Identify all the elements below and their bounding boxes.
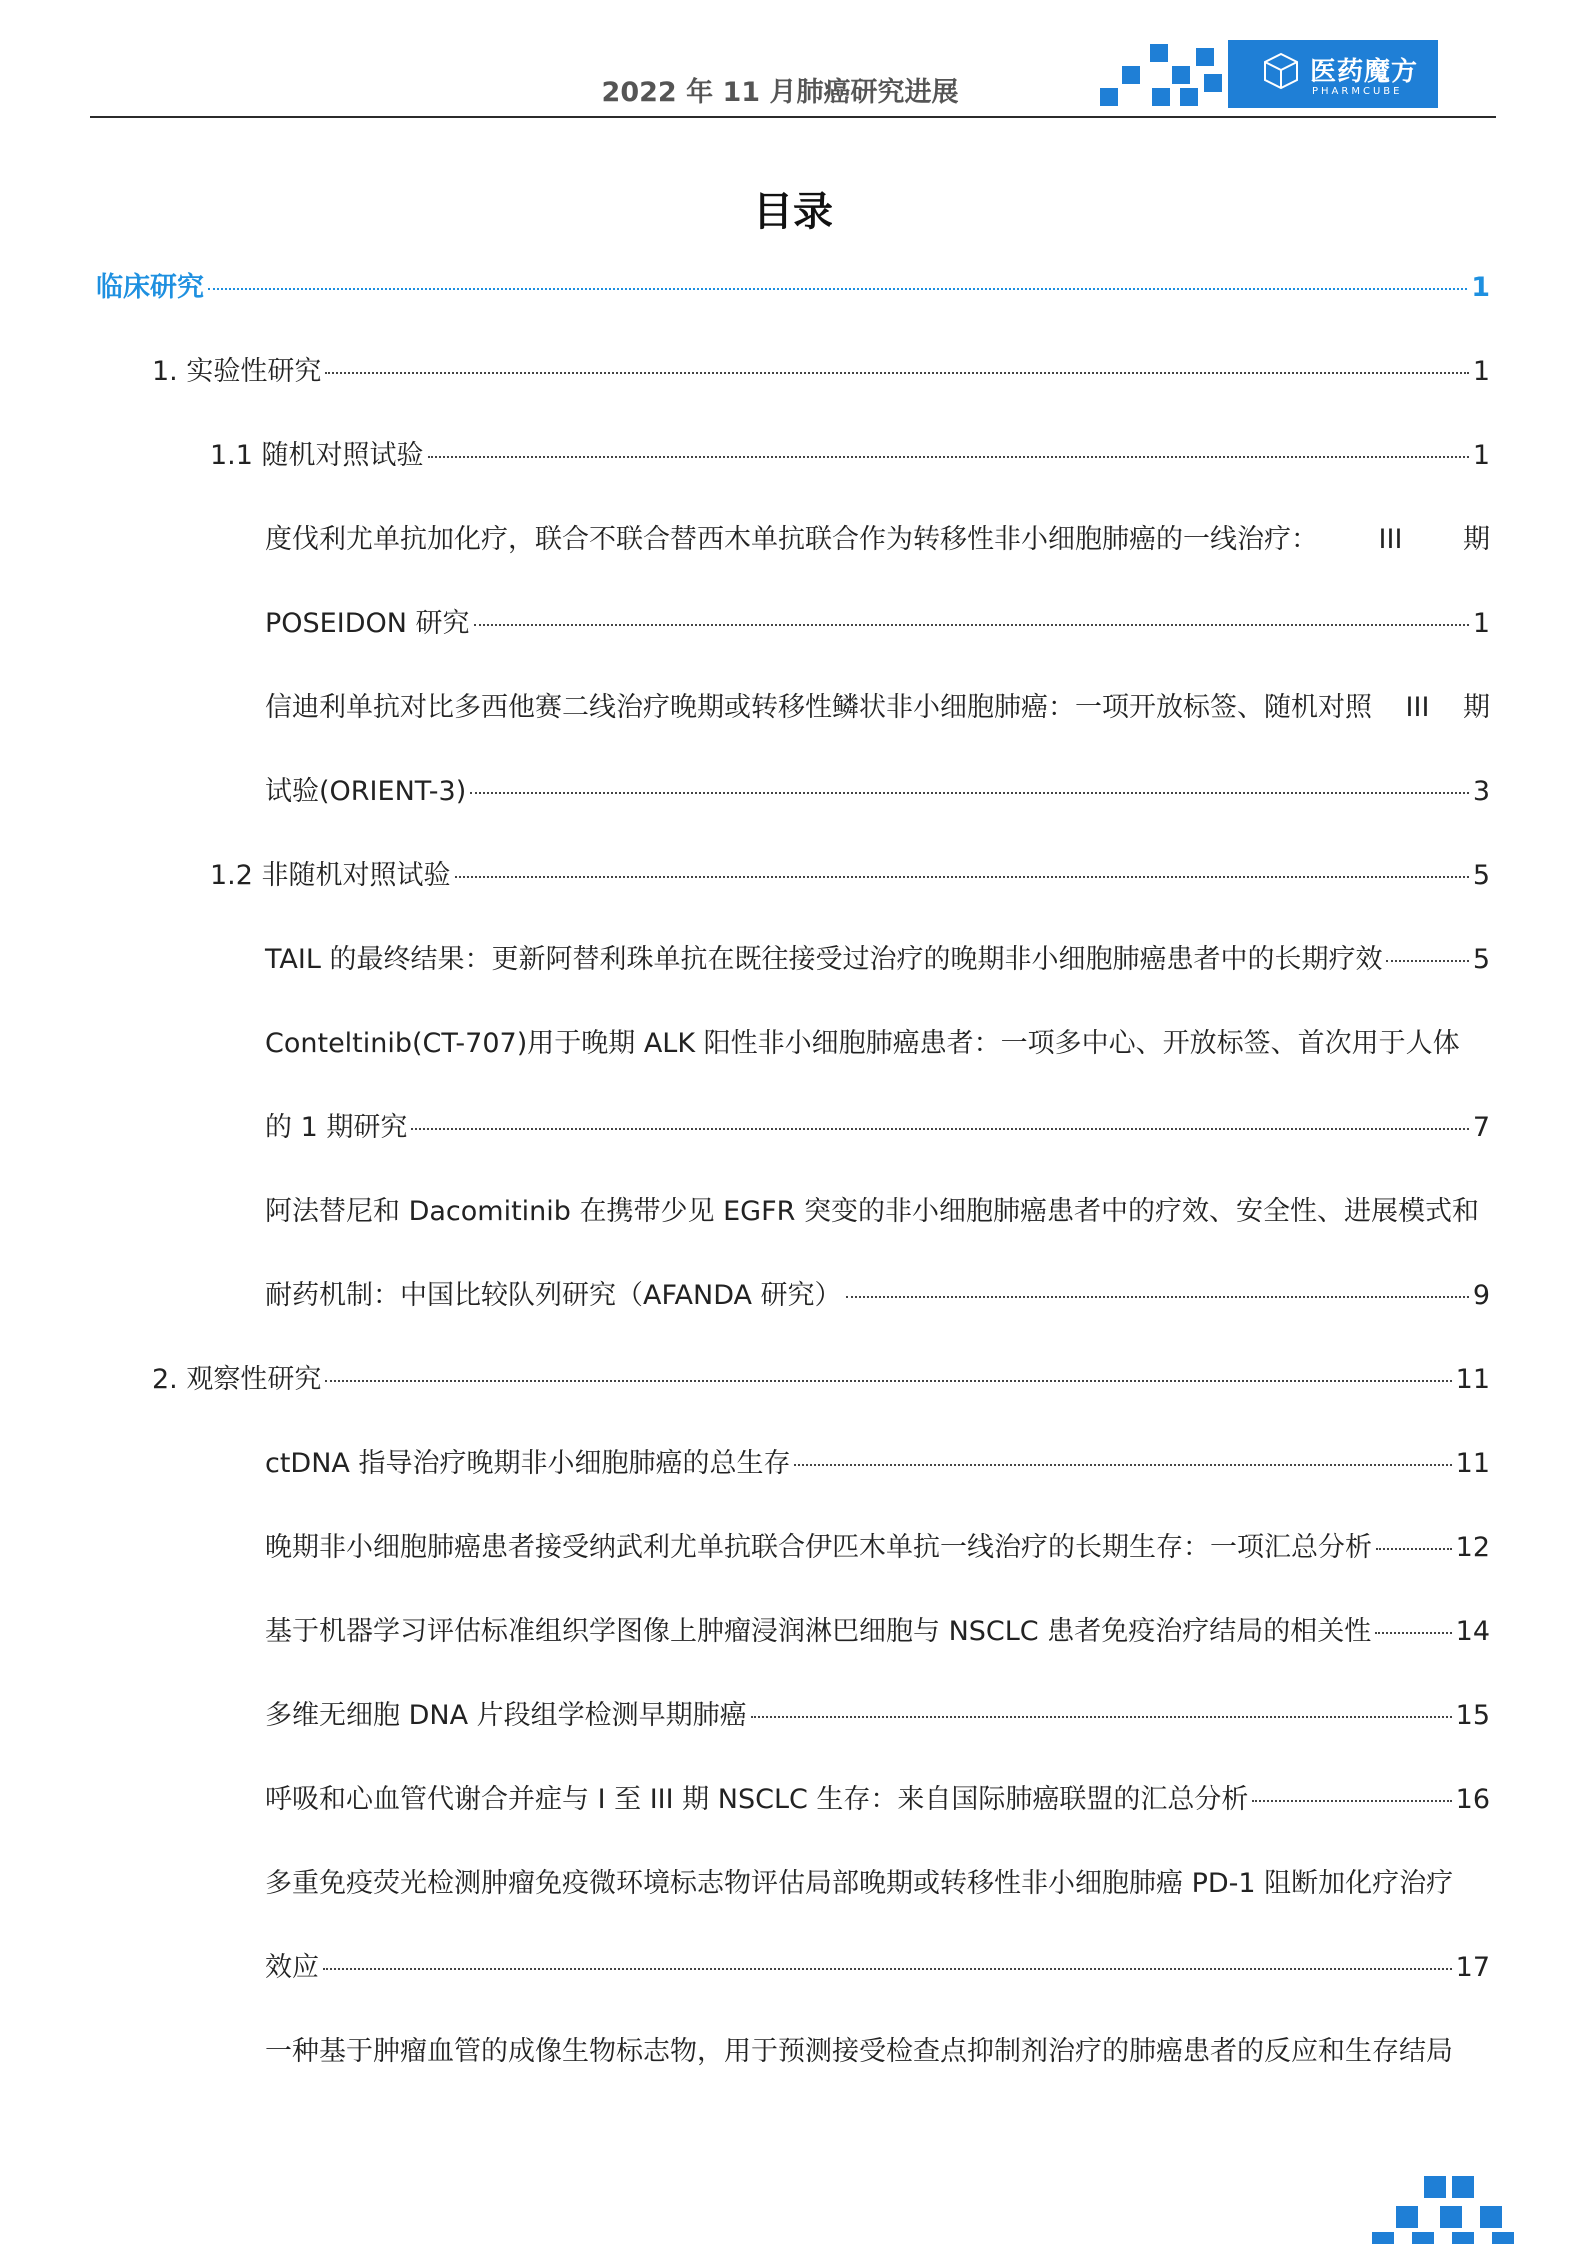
toc-page-number: 1 — [1472, 440, 1490, 471]
toc-entry-label: 信迪利单抗对比多西他赛二线治疗晚期或转移性鳞状非小细胞肺癌：一项开放标签、随机对照 — [265, 692, 1372, 723]
toc-section-clinical-research[interactable] — [96, 270, 1490, 306]
toc-entry-label: 一种基于肿瘤血管的成像生物标志物，用于预测接受检查点抑制剂治疗的肺癌患者的反应和生存结局 — [265, 2036, 1453, 2067]
toc-page-number: 1 — [1472, 608, 1490, 639]
toc-page-number: 1 — [1471, 272, 1490, 303]
toc-entry-label: 多维无细胞 DNA 片段组学检测早期肺癌 — [265, 1700, 747, 1731]
dot-leader — [325, 1380, 1451, 1382]
toc-entry-multiplex-if-line1[interactable] — [265, 1866, 1490, 1902]
toc-page-number: 5 — [1472, 944, 1490, 975]
toc-entry-label: Conteltinib(CT-707)用于晚期 ALK 阳性非小细胞肺癌患者：一项多中心、开放标签、首次用于人体 — [265, 1028, 1460, 1059]
toc-page-number: 15 — [1455, 1700, 1490, 1731]
toc-entry-machine-learning-til[interactable] — [265, 1614, 1490, 1650]
dot-leader — [428, 456, 1469, 458]
toc-entry-label: 度伐利尤单抗加化疗，联合不联合替西木单抗联合作为转移性非小细胞肺癌的一线治疗： — [265, 524, 1318, 555]
toc-page-number: 7 — [1472, 1112, 1490, 1143]
toc-page-number: 14 — [1455, 1616, 1490, 1647]
header-divider — [90, 116, 1496, 118]
toc-entry-label-part: III — [1378, 524, 1403, 555]
toc-page-number: 1 — [1472, 356, 1490, 387]
dot-leader — [1386, 960, 1468, 962]
toc-entry-poseidon[interactable] — [265, 606, 1490, 642]
toc-entry-experimental-research[interactable] — [152, 354, 1490, 390]
toc-entry-label: POSEIDON 研究 — [265, 608, 470, 639]
toc-entry-label: 晚期非小细胞肺癌患者接受纳武利尤单抗联合伊匹木单抗一线治疗的长期生存：一项汇总分析 — [265, 1532, 1372, 1563]
toc-entry-label: 多重免疫荧光检测肿瘤免疫微环境标志物评估局部晚期或转移性非小细胞肺癌 PD-1 阻断加化疗治疗 — [265, 1868, 1454, 1899]
dot-leader — [325, 372, 1468, 374]
toc-title: 目录 — [753, 189, 833, 235]
toc-entry-label: 呼吸和心血管代谢合并症与 I 至 III 期 NSCLC 生存：来自国际肺癌联盟的汇总分析 — [265, 1784, 1249, 1815]
toc-page-number: 16 — [1455, 1784, 1490, 1815]
toc-entry-afanda-line1[interactable] — [265, 1194, 1490, 1230]
toc-entry-label: 效应 — [265, 1952, 319, 1983]
toc-entry-conteltinib-line1[interactable] — [265, 1026, 1490, 1062]
toc-entry-tail[interactable] — [265, 942, 1490, 978]
toc-entry-label: 试验(ORIENT-3) — [265, 776, 467, 807]
toc-page-number: 11 — [1455, 1364, 1490, 1395]
dot-leader — [411, 1128, 1468, 1130]
toc-entry-orient3-line1[interactable] — [265, 690, 1490, 726]
dot-leader — [751, 1716, 1452, 1718]
toc-entry-label-part: 期 — [1462, 524, 1490, 555]
dot-leader — [470, 792, 1469, 794]
toc-entry-cfdna-fragmentomics[interactable] — [265, 1698, 1490, 1734]
toc-entry-label: 基于机器学习评估标准组织学图像上肿瘤浸润淋巴细胞与 NSCLC 患者免疫治疗结局的相关性 — [265, 1616, 1372, 1647]
dot-leader — [455, 876, 1469, 878]
toc-entry-conteltinib[interactable] — [265, 1110, 1490, 1146]
toc-page-number: 5 — [1472, 860, 1490, 891]
toc-page-number: 12 — [1455, 1532, 1490, 1563]
dot-leader — [794, 1464, 1451, 1466]
cube-logo-icon — [1262, 52, 1300, 90]
toc-entry-label: ctDNA 指导治疗晚期非小细胞肺癌的总生存 — [265, 1448, 791, 1479]
toc-entry-label: 1.1 随机对照试验 — [210, 440, 424, 471]
toc-entry-label: 阿法替尼和 Dacomitinib 在携带少见 EGFR 突变的非小细胞肺癌患者中的疗效、安全性、进展模式和 — [265, 1196, 1479, 1227]
toc-entry-observational-research[interactable] — [152, 1362, 1490, 1398]
dot-leader — [474, 624, 1469, 626]
toc-page-number: 11 — [1455, 1448, 1490, 1479]
toc-entry-label-part: III — [1405, 692, 1430, 723]
toc-page-number: 9 — [1472, 1280, 1490, 1311]
dot-leader — [208, 288, 1467, 290]
toc-entry-poseidon-line1[interactable] — [265, 522, 1490, 558]
brand-logo — [1228, 40, 1438, 108]
toc-entry-label: 临床研究 — [96, 272, 204, 303]
toc-entry-multiplex-if[interactable] — [265, 1950, 1490, 1986]
dot-leader — [1252, 1800, 1451, 1802]
toc-entry-ctdna[interactable] — [265, 1446, 1490, 1482]
toc-entry-afanda[interactable] — [265, 1278, 1490, 1314]
dot-leader — [323, 1968, 1452, 1970]
toc-entry-label-part: 期 — [1462, 692, 1490, 723]
header-title: 2022 年 11 月肺癌研究进展 — [601, 77, 959, 108]
logo-english-name: PHARMCUBE — [1312, 86, 1403, 97]
toc-entry-label: 耐药机制：中国比较队列研究（AFANDA 研究） — [265, 1280, 842, 1311]
dot-leader — [1376, 1548, 1452, 1550]
toc-entry-label: 2. 观察性研究 — [152, 1364, 322, 1395]
toc-entry-non-randomized-trials[interactable] — [210, 858, 1490, 894]
toc-entry-label: 的 1 期研究 — [265, 1112, 408, 1143]
dot-leader — [846, 1296, 1469, 1298]
toc-entry-comorbidities[interactable] — [265, 1782, 1490, 1818]
toc-entry-vessel-biomarker-line1[interactable] — [265, 2034, 1490, 2070]
dot-leader — [1375, 1632, 1451, 1634]
toc-entry-orient3[interactable] — [265, 774, 1490, 810]
toc-entry-randomized-trials[interactable] — [210, 438, 1490, 474]
logo-chinese-name: 医药魔方 — [1310, 57, 1419, 87]
toc-entry-label: TAIL 的最终结果：更新阿替利珠单抗在既往接受过治疗的晚期非小细胞肺癌患者中的长期疗效 — [265, 944, 1383, 975]
toc-page-number: 3 — [1472, 776, 1490, 807]
toc-entry-nivolumab-ipilimumab[interactable] — [265, 1530, 1490, 1566]
toc-entry-label: 1. 实验性研究 — [152, 356, 322, 387]
toc-entry-label: 1.2 非随机对照试验 — [210, 860, 451, 891]
toc-page-number: 17 — [1455, 1952, 1490, 1983]
